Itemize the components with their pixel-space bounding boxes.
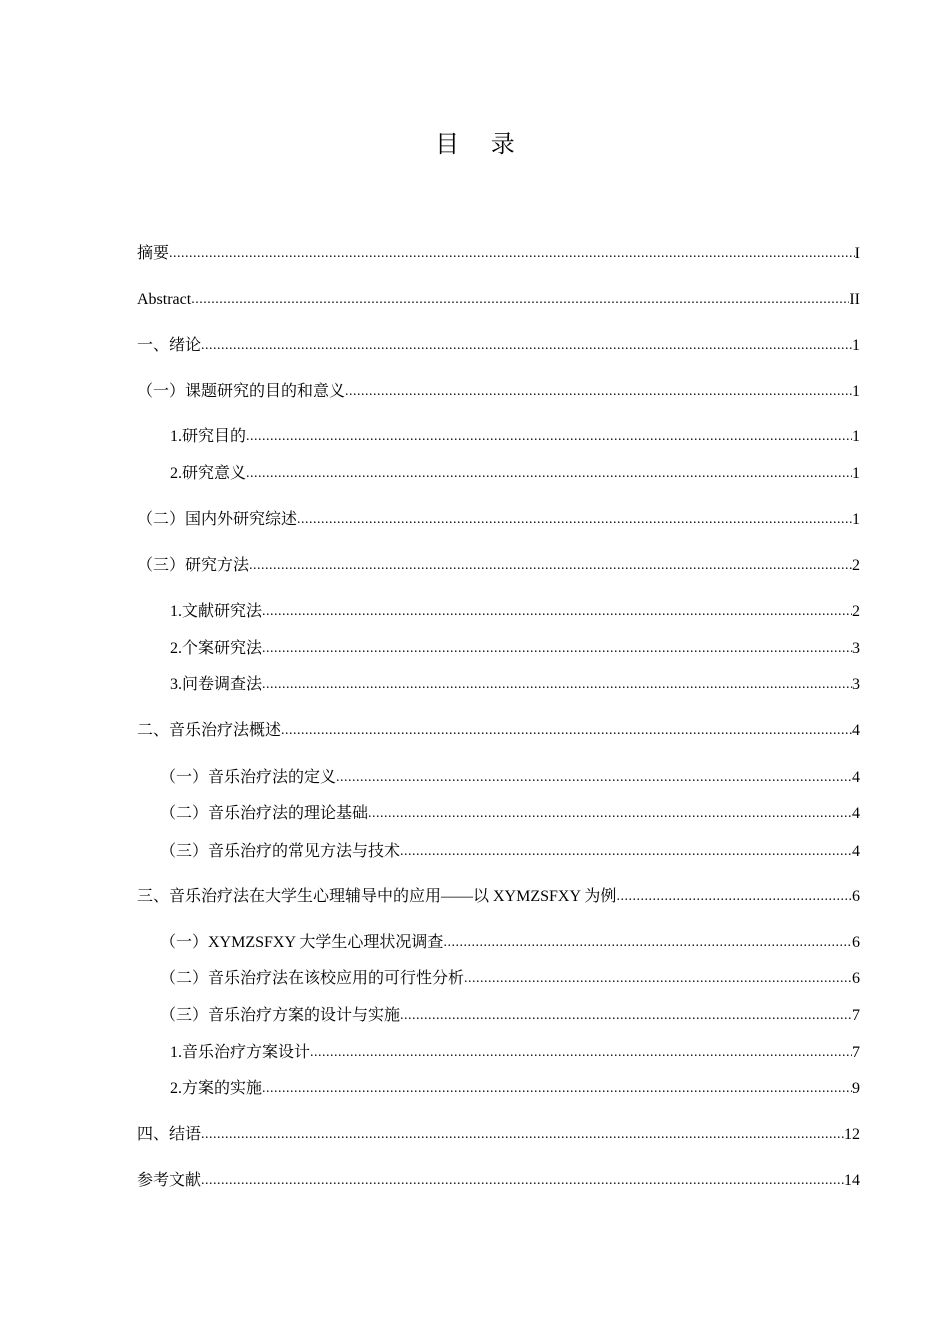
toc-entry-1-1-2[interactable] <box>170 462 860 484</box>
toc-entry-page: 4 <box>852 769 860 786</box>
dot-leader <box>400 1006 852 1026</box>
toc-entry-3-1[interactable] <box>160 931 860 953</box>
dot-leader <box>246 427 852 447</box>
toc-entry-1-3-3[interactable] <box>170 673 860 695</box>
toc-entry-2-3[interactable] <box>160 840 860 862</box>
toc-entry-chapter-4[interactable] <box>137 1123 860 1145</box>
toc-entry-label: 3.问卷调查法 <box>170 676 263 693</box>
toc-entry-label: 2.研究意义 <box>170 465 247 482</box>
toc-entry-label: （一）XYMZSFXY 大学生心理状况调查 <box>160 934 444 951</box>
toc-entry-page: 2 <box>852 557 860 574</box>
toc-entry-label: （二）国内外研究综述 <box>137 511 298 528</box>
toc-entry-3-3[interactable] <box>160 1004 860 1026</box>
toc-entry-1-3-2[interactable] <box>170 637 860 659</box>
toc-entry-page: 14 <box>844 1172 860 1189</box>
dot-leader <box>262 602 852 622</box>
toc-entry-page: 4 <box>852 843 860 860</box>
dot-leader <box>262 675 852 695</box>
toc-entry-label: 参考文献 <box>137 1172 202 1189</box>
toc-entry-page: II <box>849 291 860 308</box>
toc-entry-label: 1.文献研究法 <box>170 603 263 620</box>
toc-entry-page: 3 <box>852 640 860 657</box>
toc-entry-label: Abstract <box>137 291 192 308</box>
dot-leader <box>201 1125 844 1145</box>
dot-leader <box>443 933 852 953</box>
dot-leader <box>249 556 852 576</box>
dot-leader <box>191 290 849 310</box>
toc-entry-page: 6 <box>852 970 860 987</box>
toc-entry-page: I <box>854 245 860 262</box>
toc-entry-1-1[interactable] <box>137 380 860 402</box>
toc-entry-page: 2 <box>852 603 860 620</box>
toc-entry-2-1[interactable] <box>160 766 860 788</box>
toc-entry-page: 1 <box>852 337 860 354</box>
toc-entry-1-3-1[interactable] <box>170 600 860 622</box>
toc-entry-references[interactable] <box>137 1169 860 1191</box>
toc-entry-1-1-1[interactable] <box>170 425 860 447</box>
toc-entry-3-2[interactable] <box>160 967 860 989</box>
toc-entry-2-2[interactable] <box>160 802 860 824</box>
toc-entry-page: 1 <box>852 465 860 482</box>
toc-entry-label: 1.音乐治疗方案设计 <box>170 1044 311 1061</box>
toc-entry-label: （二）音乐治疗法在该校应用的可行性分析 <box>160 970 465 987</box>
dot-leader <box>201 336 852 356</box>
toc-entry-chapter-3[interactable] <box>137 885 860 907</box>
dot-leader <box>310 1043 852 1063</box>
toc-entry-label: 四、结语 <box>137 1126 202 1143</box>
dot-leader <box>368 804 852 824</box>
toc-entry-page: 1 <box>852 511 860 528</box>
toc-entry-abstract-en[interactable] <box>137 288 860 310</box>
dot-leader <box>616 887 852 907</box>
toc-entry-label: （三）研究方法 <box>137 557 250 574</box>
toc-entry-label: 二、音乐治疗法概述 <box>137 722 282 739</box>
toc-entry-3-3-1[interactable] <box>170 1041 860 1063</box>
toc-entry-page: 6 <box>852 888 860 905</box>
toc-entry-abstract-cn[interactable] <box>137 242 860 264</box>
toc-entry-1-2[interactable] <box>137 508 860 530</box>
toc-entry-page: 1 <box>852 383 860 400</box>
toc-entry-page: 3 <box>852 676 860 693</box>
toc-title: 目 录 <box>435 130 527 158</box>
toc-entry-label: （一）音乐治疗法的定义 <box>160 769 337 786</box>
toc-entry-page: 6 <box>852 934 860 951</box>
toc-entry-label: （三）音乐治疗方案的设计与实施 <box>160 1007 401 1024</box>
dot-leader <box>169 244 855 264</box>
toc-entry-label: 摘要 <box>137 245 170 262</box>
toc-entry-3-3-2[interactable] <box>170 1077 860 1099</box>
dot-leader <box>297 510 852 530</box>
dot-leader <box>464 969 852 989</box>
toc-entry-1-3[interactable] <box>137 554 860 576</box>
toc-entry-page: 7 <box>852 1044 860 1061</box>
toc-entry-chapter-2[interactable] <box>137 719 860 741</box>
dot-leader <box>262 1079 852 1099</box>
dot-leader <box>262 639 852 659</box>
toc-entry-label: 2.个案研究法 <box>170 640 263 657</box>
toc-entry-label: （三）音乐治疗的常见方法与技术 <box>160 843 401 860</box>
toc-entry-chapter-1[interactable] <box>137 334 860 356</box>
dot-leader <box>336 768 852 788</box>
dot-leader <box>281 721 852 741</box>
toc-entry-label: （一）课题研究的目的和意义 <box>137 383 346 400</box>
toc-entry-label: （二）音乐治疗法的理论基础 <box>160 805 369 822</box>
toc-entry-label: 三、音乐治疗法在大学生心理辅导中的应用——以 XYMZSFXY 为例 <box>137 888 617 905</box>
dot-leader <box>400 842 852 862</box>
toc-entry-page: 9 <box>852 1080 860 1097</box>
toc-entry-page: 12 <box>844 1126 860 1143</box>
toc-entry-label: 1.研究目的 <box>170 428 247 445</box>
toc-entry-page: 4 <box>852 805 860 822</box>
toc-entry-page: 1 <box>852 428 860 445</box>
toc-entry-page: 7 <box>852 1007 860 1024</box>
toc-entry-label: 2.方案的实施 <box>170 1080 263 1097</box>
dot-leader <box>201 1171 844 1191</box>
dot-leader <box>345 382 852 402</box>
toc-entry-page: 4 <box>852 722 860 739</box>
toc-entry-label: 一、绪论 <box>137 337 202 354</box>
dot-leader <box>246 464 852 484</box>
